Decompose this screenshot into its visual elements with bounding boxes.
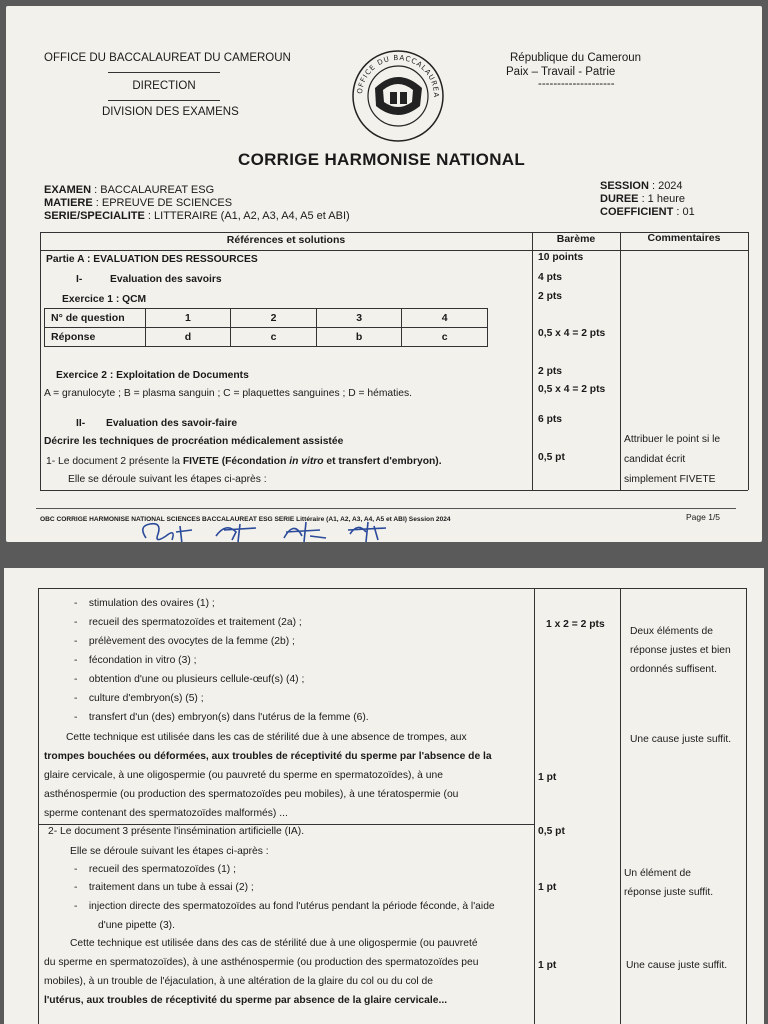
qcm-answer-4: c — [402, 328, 488, 347]
office-name: OFFICE DU BACCALAUREAT DU CAMEROUN — [44, 52, 291, 64]
direction-label: DIRECTION — [132, 80, 196, 92]
fivete-steps-points: 1 x 2 = 2 pts — [546, 619, 605, 630]
section-1-points: 4 pts — [538, 272, 563, 283]
answer-key-page-2 — [4, 568, 764, 1024]
exercise-2-calc: 0,5 x 4 = 2 pts — [538, 384, 606, 395]
question-1-steps-intro: Elle se déroule suivant les étapes ci-après : — [68, 474, 267, 485]
qcm-answer-label: Réponse — [45, 328, 146, 347]
exercise-1-points: 2 pts — [538, 291, 563, 302]
question-2-steps-intro: Elle se déroule suivant les étapes ci-après : — [70, 846, 269, 857]
exercise-2-points: 2 pts — [538, 366, 563, 377]
section-2-number: II- — [76, 418, 86, 429]
q1-comment-line-2: candidat écrit — [624, 454, 686, 465]
ia-indications-comment: Une cause juste suffit. — [626, 960, 728, 971]
ia-indications-points: 1 pt — [538, 960, 557, 971]
fivete-steps-comment: Deux éléments de réponse justes et bien ordonnés suffisent. — [630, 626, 731, 675]
fivete-step-2: - recueil des spermatozoïdes et traitement (2a) ; — [74, 617, 302, 628]
answer-key-page-1 — [6, 6, 762, 542]
question-1-points: 0,5 pt — [538, 452, 565, 463]
question-2-points: 0,5 pt — [538, 826, 565, 837]
exercise-2-answer: A = granulocyte ; B = plasma sanguin ; C = plaquettes sanguines ; D = hématies. — [44, 388, 413, 399]
obc-seal — [350, 48, 446, 144]
part-a-points: 10 points — [538, 252, 584, 263]
fivete-step-5: - obtention d'une ou plusieurs cellule-œuf(s) (4) ; — [74, 674, 305, 685]
qcm-answer-3: b — [316, 328, 402, 347]
qcm-answer-1: d — [145, 328, 231, 347]
republic-label: République du Cameroun — [510, 52, 642, 64]
seal-emblem-icon — [350, 48, 446, 144]
motto-divider: -------------------- — [538, 78, 615, 90]
fivete-step-1: - stimulation des ovaires (1) ; — [74, 598, 215, 609]
qcm-question-label: N° de question — [45, 309, 146, 328]
qcm-question-3: 3 — [316, 309, 402, 328]
document-title: CORRIGE HARMONISE NATIONAL — [238, 150, 526, 169]
question-1-text: 1- Le document 2 présente la FIVETE (Fécondation in vitro et transfert d'embryon). — [46, 456, 442, 467]
q1-comment-line-1: Attribuer le point si le — [624, 434, 721, 445]
col-header-comments: Commentaires — [647, 232, 721, 244]
col-header-bareme: Barème — [556, 233, 596, 245]
fivete-indications: Cette technique est utilisée dans les cas de stérilité due à une absence de trompes, aux trompes bouchées ou déformées, aux troubles de réceptivité du sperme par l'absence de la glaire cervicale, à une oligospermie (ou pauvreté du sperme en spermatozoïdes), à une asthénospermie (ou production des spermatozoïdes peu mobiles), à une tératospermie (ou sperme contenant des spermatozoïdes malformés) ... — [44, 732, 492, 819]
pma-heading: Décrire les techniques de procréation médicalement assistée — [44, 436, 344, 447]
section-1-title: Evaluation des savoirs — [110, 274, 222, 285]
page-number: Page 1/5 — [686, 512, 721, 522]
signatures-icon — [136, 518, 436, 542]
section-2-title: Evaluation des savoir-faire — [106, 418, 238, 429]
svg-text:OFFICE DU BACCALAUREAT DU CAME: OFFICE DU BACCALAUREA — [355, 53, 441, 98]
ia-step-3: - injection directe des spermatozoïdes au fond l'utérus pendant la période féconde, à l'aide — [74, 901, 495, 912]
section-1-number: I- — [76, 274, 83, 285]
exercise-1-title: Exercice 1 : QCM — [62, 294, 147, 305]
exam-meta-left: EXAMEN : BACCALAUREAT ESG MATIERE : EPREUVE DE SCIENCES SERIE/SPECIALITE : LITTERAIRE (A1, A2, A3, A4, A5 et ABI) — [44, 184, 350, 222]
motto: Paix – Travail - Patrie — [506, 66, 616, 78]
ia-step-1: - recueil des spermatozoïdes (1) ; — [74, 864, 236, 875]
q1-comment-line-3: simplement FIVETE — [624, 474, 716, 485]
part-a-title: Partie A : EVALUATION DES RESSOURCES — [46, 254, 258, 265]
qcm-points: 0,5 x 4 = 2 pts — [538, 328, 606, 339]
ia-step-2: - traitement dans un tube à essai (2) ; — [74, 882, 254, 893]
qcm-answer-row — [45, 328, 488, 347]
fivete-indications-points: 1 pt — [538, 772, 557, 783]
qcm-question-2: 2 — [231, 309, 317, 328]
fivete-step-4: - fécondation in vitro (3) ; — [74, 655, 197, 666]
section-2-points: 6 pts — [538, 414, 563, 425]
qcm-answer-2: c — [231, 328, 317, 347]
col-header-references: Références et solutions — [226, 234, 346, 246]
fivete-step-6: - culture d'embryon(s) (5) ; — [74, 693, 204, 704]
page-footer: OBC CORRIGE HARMONISE NATIONAL SCIENCES BACCALAUREAT ESG SERIE Littéraire (A1, A2, A3, A4, A5 et ABI) Session 2024 — [40, 516, 451, 523]
ia-step-3-cont: d'une pipette (3). — [98, 920, 175, 931]
ia-steps-points: 1 pt — [538, 882, 557, 893]
ia-steps-comment: Un élément de réponse juste suffit. — [624, 868, 714, 898]
fivete-step-7: - transfert d'un (des) embryon(s) dans l'utérus de la femme (6). — [74, 712, 369, 723]
fivete-step-3: - prélèvement des ovocytes de la femme (2b) ; — [74, 636, 295, 647]
question-2-text: 2- Le document 3 présente l'insémination artificielle (IA). — [48, 826, 305, 837]
fivete-indications-comment: Une cause juste suffit. — [630, 734, 732, 745]
exercise-2-title: Exercice 2 : Exploitation de Documents — [56, 370, 249, 381]
qcm-question-4: 4 — [402, 309, 488, 328]
ia-indications: Cette technique est utilisée dans des cas de stérilité due à une oligospermie (ou pauvreté du sperme en spermatozoïdes), à une asthénospermie (ou production des spermatozoïdes peu mobiles), à un trouble de l'éjaculation, à une altération de la glaire du col ou du col de l'utérus, aux troubles de réceptivité du sperme par absence de la glaire cervicale... — [44, 938, 479, 1006]
qcm-question-1: 1 — [145, 309, 231, 328]
qcm-answer-table — [44, 308, 488, 347]
exam-meta-right: SESSION : 2024 DUREE : 1 heure COEFFICIENT : 01 — [600, 180, 695, 218]
division-label: DIVISION DES EXAMENS — [102, 106, 239, 118]
qcm-question-row — [45, 309, 488, 328]
